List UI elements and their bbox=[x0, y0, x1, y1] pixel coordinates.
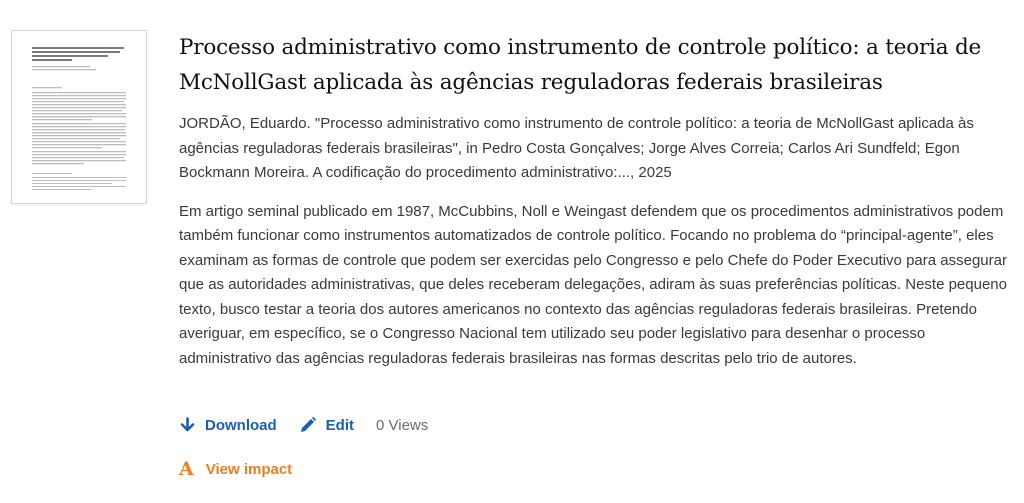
thumbnail-page-preview bbox=[12, 31, 146, 203]
edit-label: Edit bbox=[325, 416, 355, 434]
download-arrow-icon bbox=[179, 417, 196, 434]
view-impact-link[interactable] bbox=[179, 458, 292, 480]
view-impact-label: View impact bbox=[205, 460, 293, 478]
impact-a-icon: A bbox=[179, 458, 194, 480]
paper-thumbnail[interactable] bbox=[11, 30, 147, 204]
view-count: 0 Views bbox=[376, 416, 429, 434]
paper-abstract: Em artigo seminal publicado em 1987, McCubbins, Noll e Weingast defendem que os procedimentos administrativos podem também funcionar como instrumentos automatizados de controle político. Focando no problema do “principal-agente”, eles examinam as formas de controle que podem ser exercidas pelo Congresso e pelo Chefe do Poder Executivo para assegurar que as autoridades administrativas, que deles receberam delegações, adiram às suas preferências políticas. Neste pequeno texto, busco testar a teoria dos autores americanos no contexto das agências reguladoras federais brasileiras. Pretendo averiguar, em específico, se o Congresso Nacional tem utilizado seu poder legislativo para desenhar o processo administrativo das agências reguladoras federais brasileiras nas formas descritas pelo trio de autores. bbox=[179, 202, 1007, 367]
paper-citation: JORDÃO, Eduardo. "Processo administrativo como instrumento de controle político: a teoria de McNollGast aplicada às agências reguladoras federais brasileiras", in Pedro Costa Gonçalves; Jorge Alves Correia; Carlos Ari Sundfeld; Egon Bockmann Moreira. A codificação do procedimento administrativo:..., 2025 bbox=[179, 115, 974, 181]
download-label: Download bbox=[205, 416, 277, 434]
paper-details bbox=[179, 30, 1013, 371]
paper-title[interactable]: Processo administrativo como instrumento de controle político: a teoria de McNollGast aplicada às agências reguladoras federais brasileiras bbox=[179, 35, 982, 95]
download-button[interactable] bbox=[179, 417, 277, 434]
edit-button[interactable] bbox=[299, 416, 354, 434]
pencil-icon bbox=[299, 416, 317, 434]
paper-actions bbox=[179, 416, 428, 434]
